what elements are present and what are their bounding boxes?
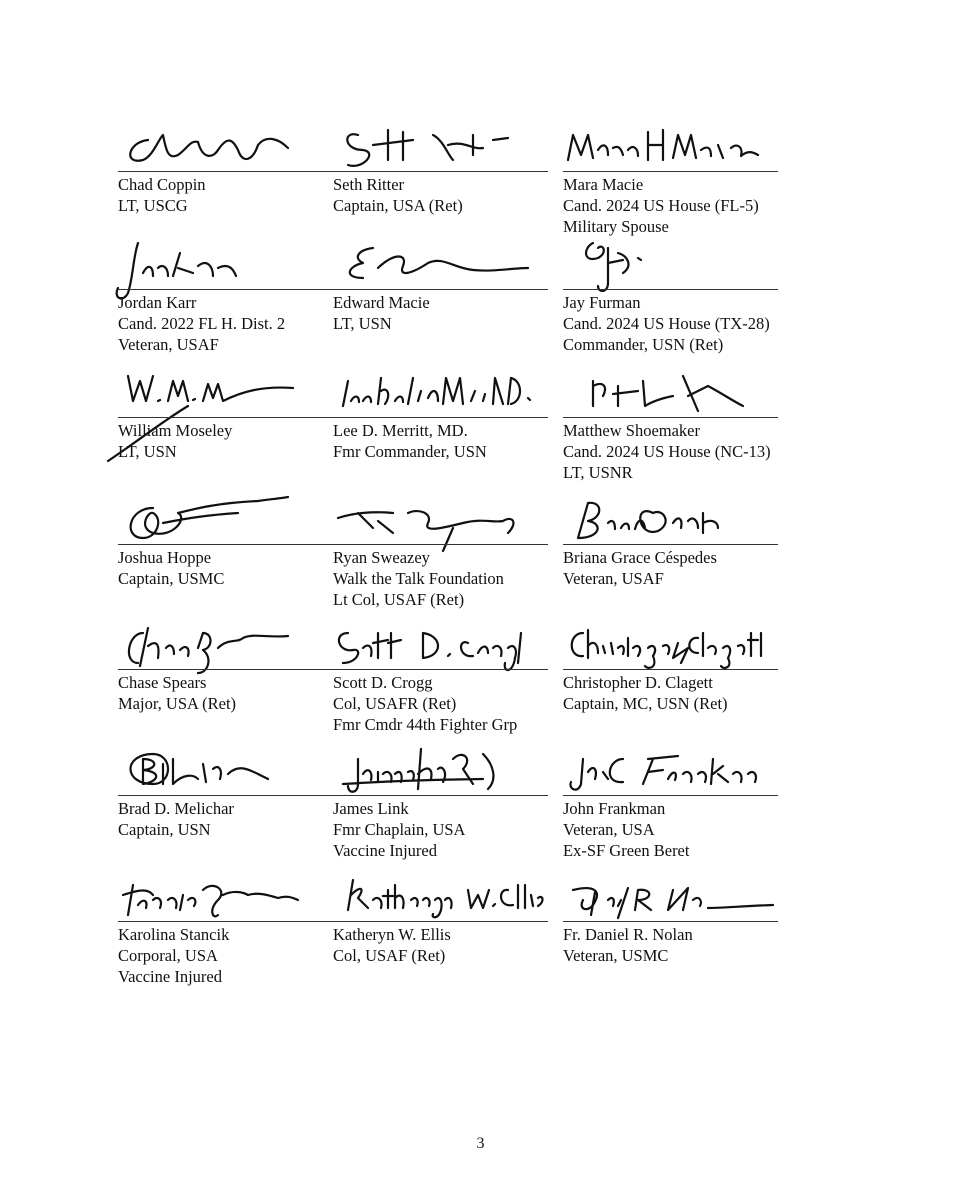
signature-block [563, 366, 778, 483]
handwritten-signature [118, 870, 333, 922]
signature-block [563, 238, 778, 355]
handwritten-signature [563, 120, 778, 172]
signatory-title: Lt Col, USAF (Ret) [333, 590, 465, 609]
signatory-title: Captain, USN [118, 820, 211, 839]
signature-block [118, 366, 333, 462]
page-number: 3 [476, 1135, 485, 1152]
signatory-title: LT, USNR [563, 463, 633, 482]
signature-block [333, 120, 548, 216]
handwritten-signature [333, 618, 548, 670]
signatory-title: Col, USAFR (Ret) [333, 694, 457, 713]
signature-block [333, 870, 548, 966]
signatory-name: Briana Grace Céspedes [563, 548, 717, 567]
handwritten-signature [333, 238, 548, 290]
signature-block [563, 618, 778, 714]
signatory-title: LT, USN [118, 442, 177, 461]
handwritten-signature [563, 238, 778, 290]
signature-block [118, 493, 333, 589]
signatory-title: Cand. 2022 FL H. Dist. 2 [118, 314, 286, 333]
signatory-title: Veteran, USA [563, 820, 655, 839]
handwritten-signature [333, 870, 548, 922]
signatory-name: John Frankman [563, 799, 666, 818]
signature-block [563, 120, 778, 237]
signatory-title: Vaccine Injured [333, 841, 437, 860]
handwritten-signature [563, 744, 778, 796]
signatory-name: Edward Macie [333, 293, 430, 312]
signatory-name: William Moseley [118, 421, 233, 440]
signatory-title: Corporal, USA [118, 946, 218, 965]
signatory-name: Seth Ritter [333, 175, 405, 194]
signatory-name: Katheryn W. Ellis [333, 925, 451, 944]
handwritten-signature [118, 618, 333, 670]
signatory-title: Captain, USMC [118, 569, 225, 588]
signature-block [333, 744, 548, 861]
signatory-name: Lee D. Merritt, MD. [333, 421, 468, 440]
signature-block [118, 618, 333, 714]
signatory-title: Veteran, USMC [563, 946, 669, 965]
signature-block [333, 238, 548, 334]
signatory-name: Fr. Daniel R. Nolan [563, 925, 693, 944]
signatory-name: Scott D. Crogg [333, 673, 433, 692]
signature-block [118, 120, 333, 216]
signatory-name: James Link [333, 799, 409, 818]
signatory-name: Jay Furman [563, 293, 641, 312]
signature-block [118, 238, 333, 355]
handwritten-signature [333, 493, 548, 545]
signature-block [333, 366, 548, 462]
signatory-title: Major, USA (Ret) [118, 694, 237, 713]
signatory-title: Commander, USN (Ret) [563, 335, 724, 354]
signatory-name: Ryan Sweazey [333, 548, 430, 567]
signatory-title: Fmr Chaplain, USA [333, 820, 466, 839]
signatory-title: Captain, MC, USN (Ret) [563, 694, 728, 713]
signature-block [563, 744, 778, 861]
signatory-name: Karolina Stancik [118, 925, 230, 944]
signatory-title: LT, USCG [118, 196, 188, 215]
signatory-title: Captain, USA (Ret) [333, 196, 463, 215]
handwritten-signature [333, 366, 548, 418]
handwritten-signature [118, 493, 333, 545]
handwritten-signature [563, 870, 778, 922]
handwritten-signature [118, 744, 333, 796]
handwritten-signature [333, 120, 548, 172]
signatory-title: Veteran, USAF [563, 569, 664, 588]
signatory-title: Fmr Cmdr 44th Fighter Grp [333, 715, 518, 734]
handwritten-signature [333, 744, 548, 796]
handwritten-signature [118, 238, 333, 290]
handwritten-signature [118, 366, 333, 418]
signatory-name: Mara Macie [563, 175, 644, 194]
signatory-title: Fmr Commander, USN [333, 442, 487, 461]
signature-block [563, 870, 778, 966]
signatory-title: Veteran, USAF [118, 335, 219, 354]
handwritten-signature [563, 493, 778, 545]
signatory-name: Christopher D. Clagett [563, 673, 713, 692]
handwritten-signature [563, 366, 778, 418]
signatory-name: Matthew Shoemaker [563, 421, 701, 440]
signatory-name: Joshua Hoppe [118, 548, 212, 567]
signature-block [333, 493, 548, 610]
signature-block [563, 493, 778, 589]
signatory-title: Col, USAF (Ret) [333, 946, 446, 965]
signatory-name: Chad Coppin [118, 175, 206, 194]
handwritten-signature [563, 618, 778, 670]
signatory-name: Brad D. Melichar [118, 799, 234, 818]
signature-block [118, 744, 333, 840]
signature-block [118, 870, 333, 987]
signatory-title: Military Spouse [563, 217, 669, 236]
signatory-title: Cand. 2024 US House (TX-28) [563, 314, 770, 333]
signatory-title: Cand. 2024 US House (FL-5) [563, 196, 759, 215]
signatory-name: Jordan Karr [118, 293, 197, 312]
signatory-title: Walk the Talk Foundation [333, 569, 504, 588]
signatory-title: LT, USN [333, 314, 392, 333]
signatory-title: Vaccine Injured [118, 967, 222, 986]
signatory-name: Chase Spears [118, 673, 207, 692]
handwritten-signature [118, 120, 333, 172]
signatory-title: Ex-SF Green Beret [563, 841, 690, 860]
signature-block [333, 618, 548, 735]
signatory-title: Cand. 2024 US House (NC-13) [563, 442, 771, 461]
